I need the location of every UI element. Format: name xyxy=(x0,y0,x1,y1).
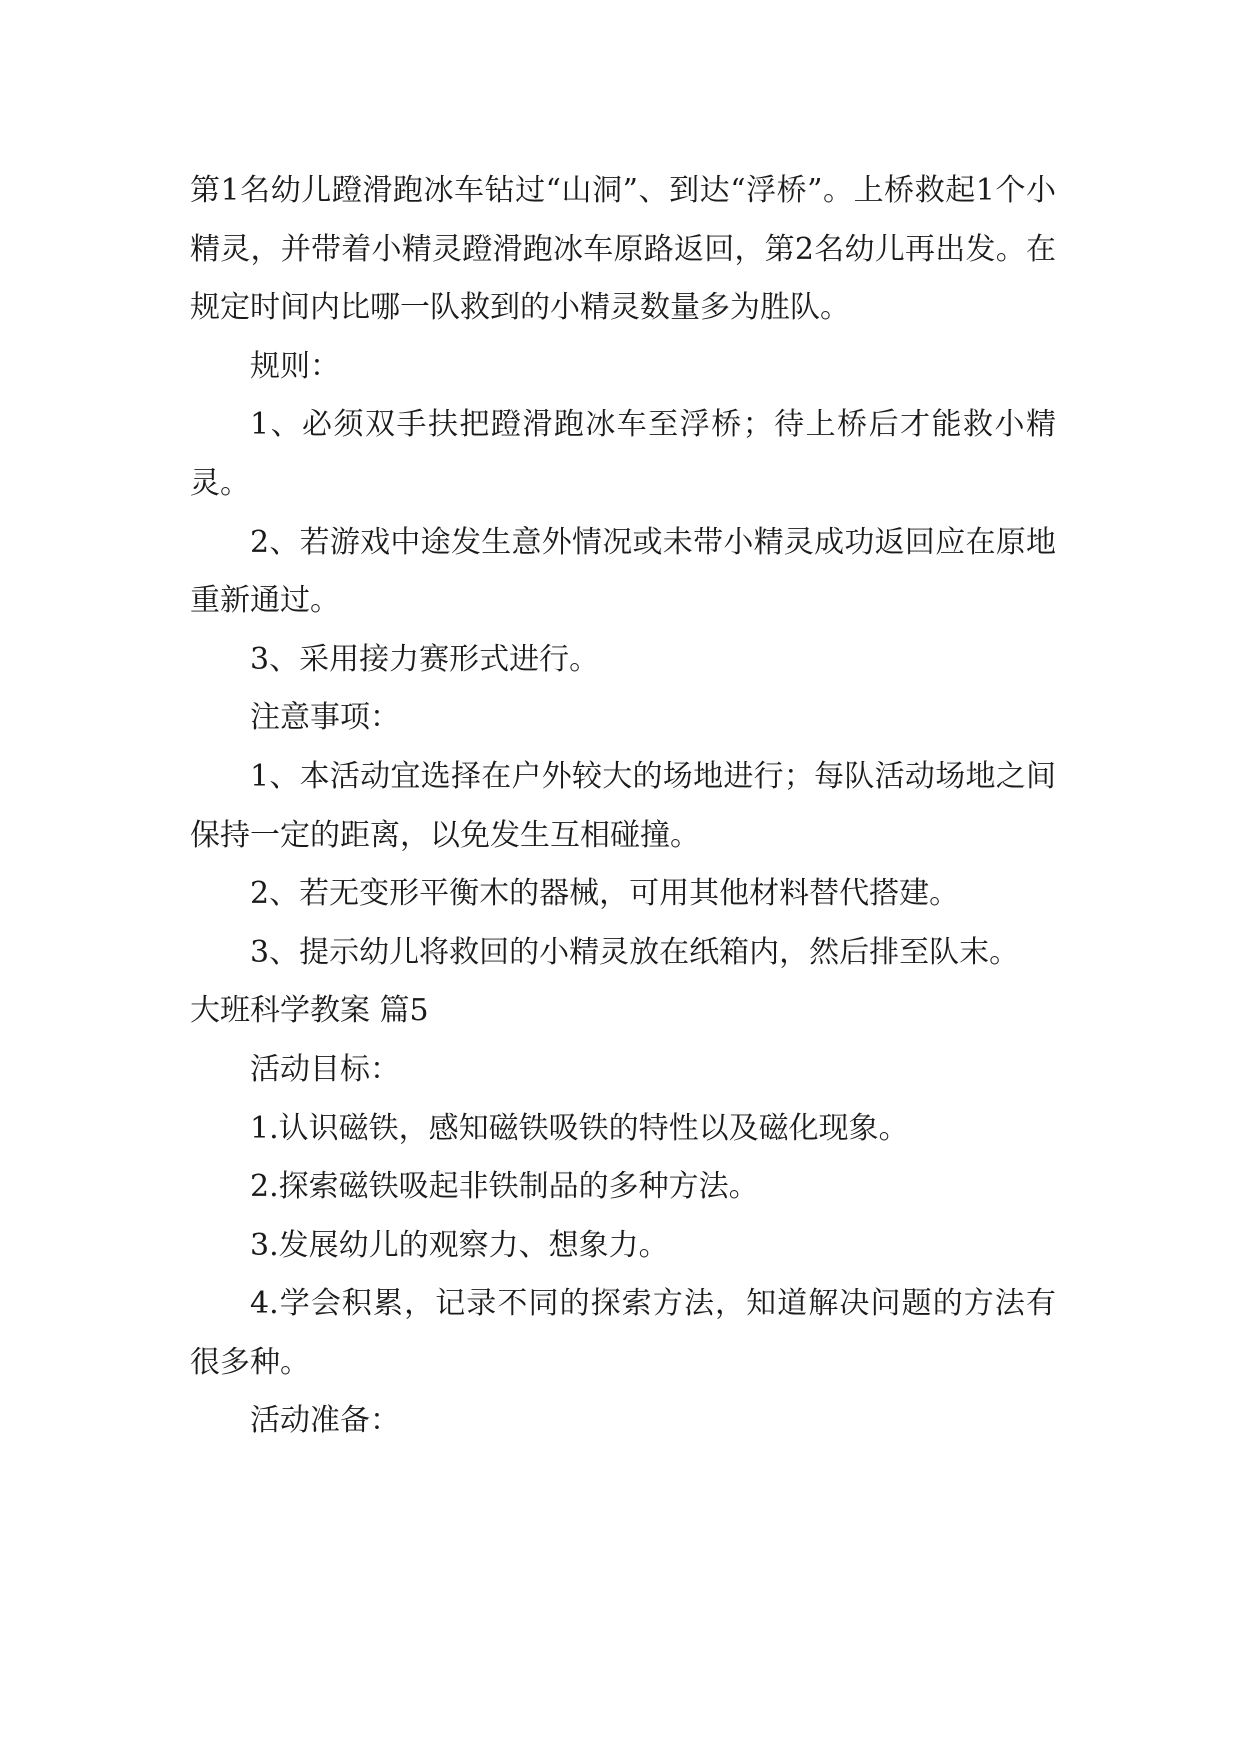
objective-item-4: 4.学会积累，记录不同的探索方法，知道解决问题的方法有很多种。 xyxy=(190,1286,1056,1380)
note-item-1: 1、本活动宜选择在户外较大的场地进行；每队活动场地之间保持一定的距离，以免发生互相碰撞。 xyxy=(190,758,1056,853)
objective-item-2: 2.探索磁铁吸起非铁制品的多种方法。 xyxy=(250,1169,759,1205)
heading-preparation: 活动准备： xyxy=(250,1403,400,1439)
rule-item-1: 1、必须双手扶把蹬滑跑冰车至浮桥；待上桥后才能救小精灵。 xyxy=(190,407,1056,501)
objective-item-3: 3.发展幼儿的观察力、想象力。 xyxy=(250,1227,669,1263)
note-item-3: 3、提示幼儿将救回的小精灵放在纸箱内，然后排至队末。 xyxy=(250,934,1020,970)
rule-item-3: 3、采用接力赛形式进行。 xyxy=(250,641,600,677)
document-body xyxy=(190,162,1056,1451)
rule-item-2: 2、若游戏中途发生意外情况或未带小精灵成功返回应在原地重新通过。 xyxy=(190,524,1056,619)
heading-rules: 规则： xyxy=(250,348,340,384)
heading-objectives: 活动目标： xyxy=(250,1051,400,1087)
note-item-2: 2、若无变形平衡木的器械，可用其他材料替代搭建。 xyxy=(250,876,960,912)
objective-item-1: 1.认识磁铁，感知磁铁吸铁的特性以及磁化现象。 xyxy=(250,1110,909,1146)
section-title-lesson-5: 大班科学教案 篇5 xyxy=(190,993,429,1029)
paragraph-game-description: 第1名幼儿蹬滑跑冰车钻过“山洞”、到达“浮桥”。上桥救起1个小精灵，并带着小精灵蹬滑跑冰车原路返回，第2名幼儿再出发。在规定时间内比哪一队救到的小精灵数量多为胜队。 xyxy=(190,173,1056,326)
heading-notes: 注意事项： xyxy=(250,700,400,736)
